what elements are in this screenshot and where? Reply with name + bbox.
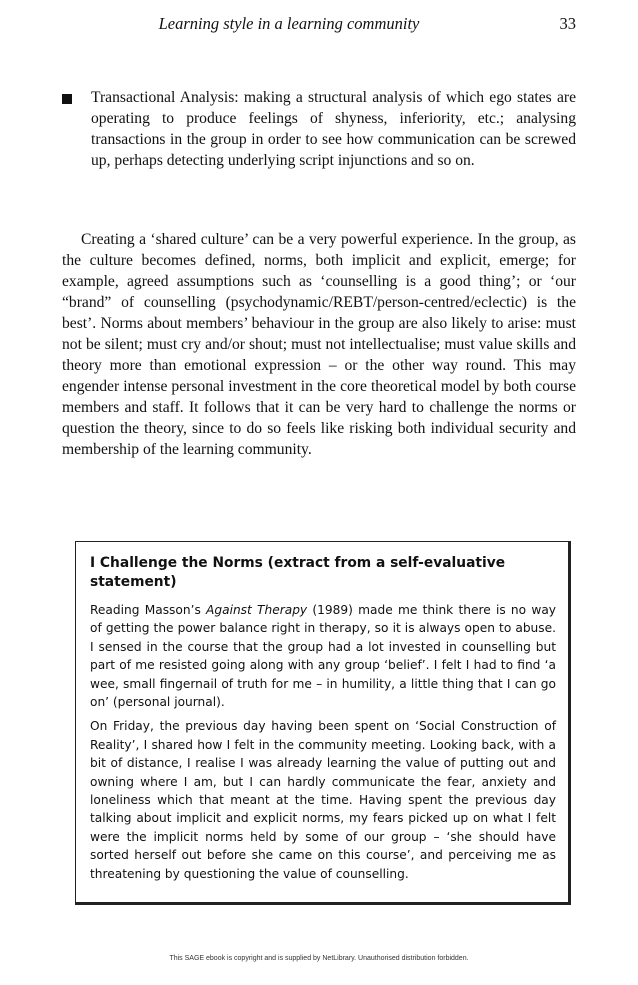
running-title: Learning style in a learning community <box>158 14 420 33</box>
extract-paragraph-1-lead: Reading Masson’s <box>90 603 207 617</box>
bullet-text: Transactional Analysis: making a structural analysis of which ego states are operating to produce feelings of shyness, inferiority, etc.; analysing transactions in the group in order to see how communication can be screwed up, perhaps detecting underlying script injunctions and so on. <box>91 89 576 169</box>
extract-paragraph-1-rest: (1989) made me think there is no way of getting the power balance right in therapy, so it is always open to abuse. I sensed in the course that the group had a lot invested in counselling but part of me resisted going along with any group ‘belief’. I felt I had to find ‘a wee, small fingernail of truth for me – in humility, a little thing that I can go on’ (personal journal). <box>90 603 556 710</box>
running-head <box>0 12 638 38</box>
square-bullet-icon <box>62 94 72 104</box>
extract-paragraph-1 <box>90 601 556 711</box>
extract-paragraph-2: On Friday, the previous day having been spent on ‘Social Construction of Reality’, I shared how I felt in the community meeting. Looking back, with a bit of distance, I realise I was already learning the value of putting out and owning where I am, but I can hardly communicate the fear, anxiety and loneliness which that meant at the time. Having spent the previous day talking about implicit and explicit norms, my fears picked up on what I felt were the implicit norms held by some of our group – ‘she should have sorted herself out before she came on this course’, and perceiving me as threatening by questioning the value of counselling. <box>90 719 556 881</box>
extract-box-title: I Challenge the Norms (extract from a self-evaluative statement) <box>90 555 506 590</box>
page-number: 33 <box>559 14 576 33</box>
extract-box <box>75 541 571 905</box>
bullet-list-item <box>62 87 576 171</box>
book-title: Against Therapy <box>206 603 308 617</box>
copyright-footer: This SAGE ebook is copyright and is supplied by NetLibrary. Unauthorised distribution forbidden. <box>169 955 469 962</box>
body-paragraph: Creating a ‘shared culture’ can be a very powerful experience. In the group, as the culture becomes defined, norms, both implicit and explicit, emerge; for example, agreed assumptions such as ‘counselling is a good thing’; or ‘our “brand” of counselling (psychodynamic/REBT/person-centred/eclectic) is the best’. Norms about members’ behaviour in the group are also likely to arise: must not be silent; must cry and/or shout; must not intellectualise; must value skills and theory more than emotional expression – or the other way round. This may engender intense personal investment in the core theoretical model by both course members and staff. It follows that it can be very hard to challenge the norms or question the theory, since to do so feels like risking both individual security and membership of the learning community. <box>62 231 576 458</box>
